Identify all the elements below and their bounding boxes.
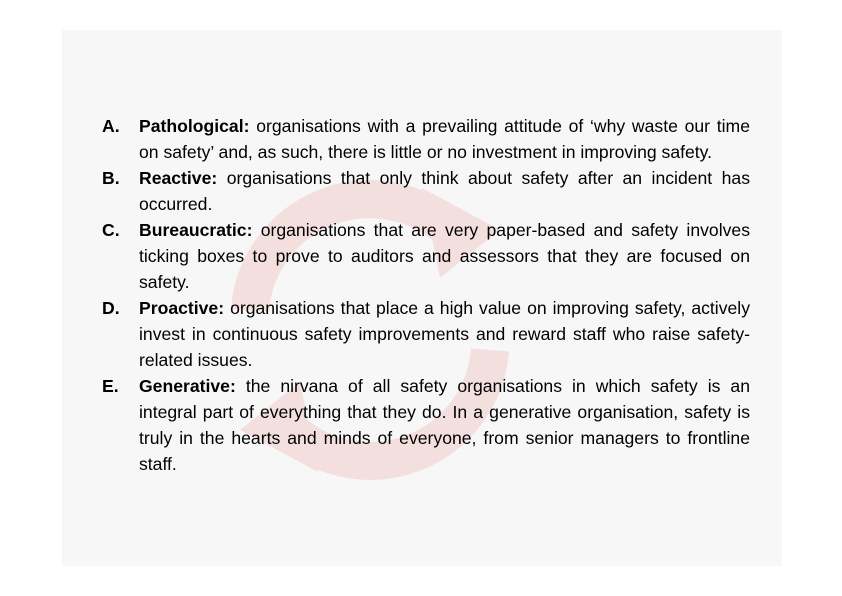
item-letter: D.: [102, 298, 120, 318]
item-letter: C.: [102, 220, 120, 240]
item-letter: B.: [102, 168, 120, 188]
culture-definition-list: [102, 113, 750, 477]
item-term: Bureaucratic:: [139, 220, 253, 240]
item-text: organisations that only think about safety after an incident has occurred.: [139, 168, 751, 214]
list-item: [102, 373, 750, 477]
item-text: organisations that place a high value on improving safety, actively invest in continuous safety improvements and reward staff who raise safety- related issues.: [139, 298, 751, 370]
item-term: Proactive:: [139, 298, 225, 318]
item-text: organisations with a prevailing attitude of ‘why waste our time on safety’ and, as such, there is little or no investment in improving safety.: [139, 116, 750, 162]
item-term: Pathological:: [139, 116, 250, 136]
list-item: [102, 165, 750, 217]
list-item: [102, 113, 750, 165]
item-letter: A.: [102, 116, 120, 136]
item-term: Reactive:: [139, 168, 218, 188]
item-letter: E.: [102, 376, 119, 396]
item-term: Generative:: [139, 376, 236, 396]
list-item: [102, 295, 750, 373]
item-text: the nirvana of all safety organisations in which safety is an integral part of everything that they do. In a generative organisation, safety is truly in the hearts and minds of everyone, from senior managers to frontline staff.: [139, 376, 750, 474]
list-item: [102, 217, 750, 295]
item-text: organisations that are very paper-based and safety involves ticking boxes to prove to auditors and assessors that they are focused on safety.: [139, 220, 750, 292]
